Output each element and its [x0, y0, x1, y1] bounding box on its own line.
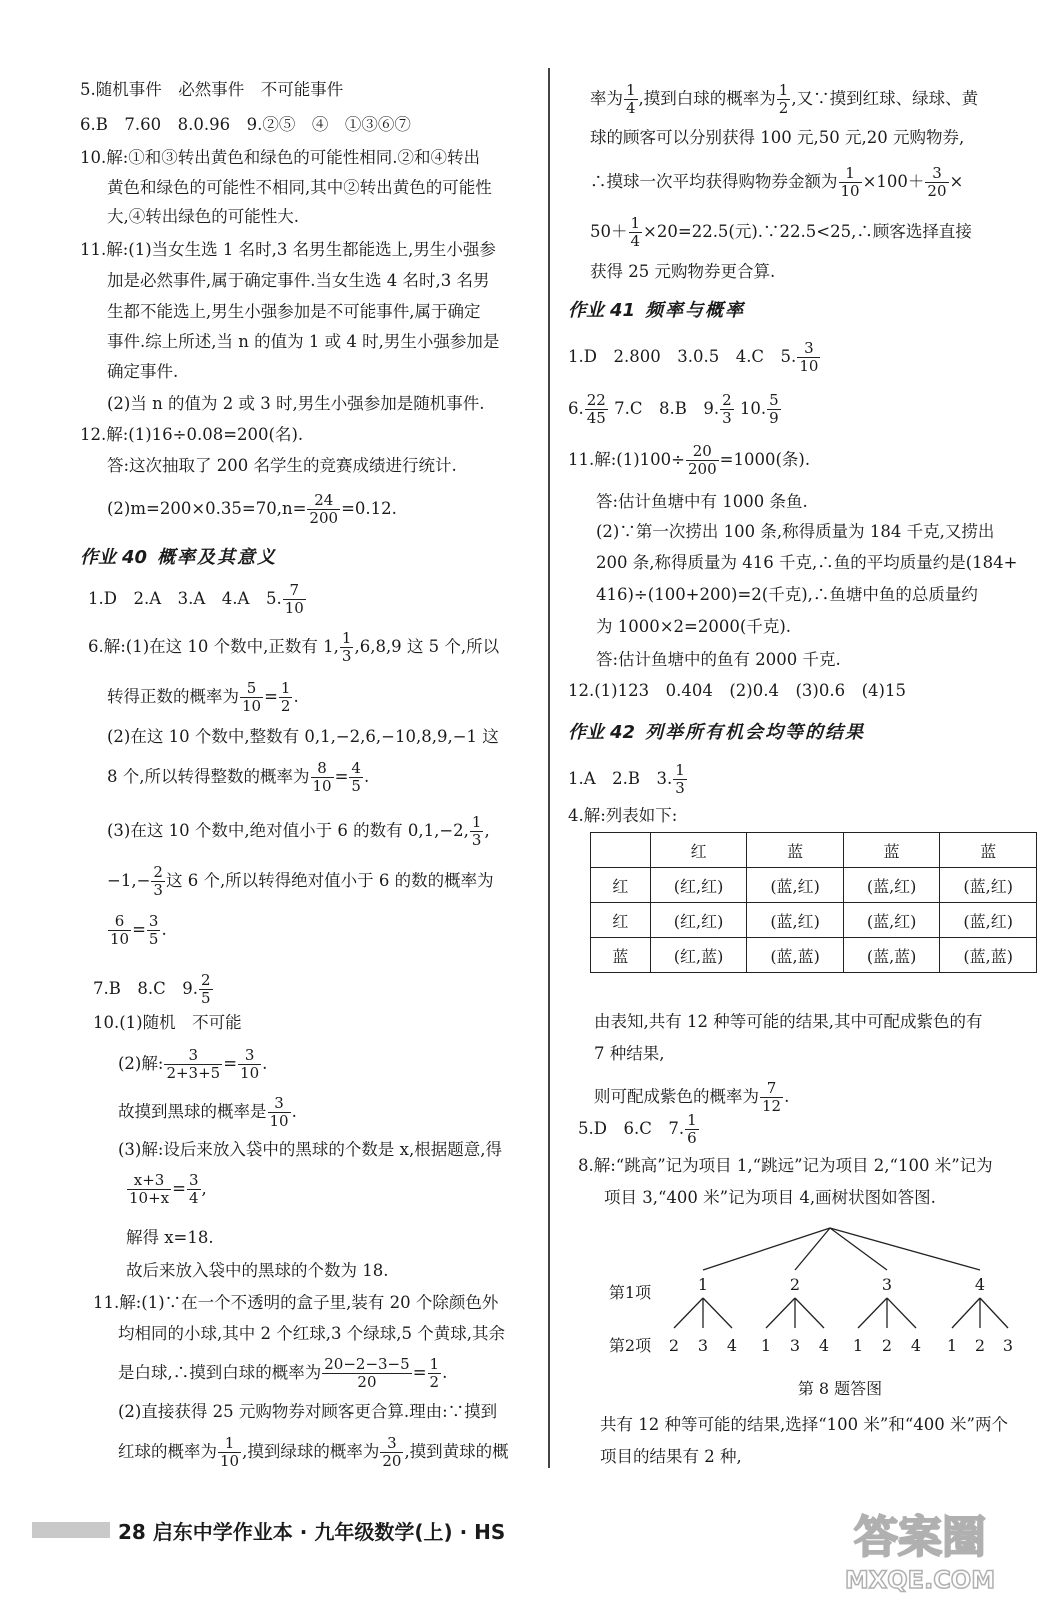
answer-line: 7 种结果, [594, 1044, 665, 1063]
fraction: $\frac{1}{4}$ [626, 81, 636, 117]
answer-line: 加是必然事件,属于确定事件.当女生选 4 名时,3 名男 [107, 271, 490, 290]
footer-bar [32, 1522, 110, 1538]
table-cell: (蓝,红) [747, 903, 844, 938]
answer-line: 8.解:“跳高”记为项目 1,“跳远”记为项目 2,“100 米”记为 [578, 1156, 993, 1175]
watermark-url: MXQE.COM [844, 1566, 996, 1594]
answer-line: (2)直接获得 25 元购物券对顾客更合算.理由:∵摸到 [118, 1402, 498, 1421]
table-cell: 蓝 [747, 833, 844, 868]
fraction: $\frac{2}{3}$ [722, 391, 732, 427]
fraction: $\frac{5}{9}$ [769, 391, 779, 427]
fraction: $\frac{3}{2+3+5}$ [166, 1046, 221, 1082]
tree-node: 1 [697, 1275, 709, 1294]
answer-line: 转得正数的概率为 $\frac{5}{10}$ = $\frac{1}{2}$ . [107, 679, 299, 715]
table-cell [591, 833, 651, 868]
column-divider [548, 68, 550, 1468]
fraction: $\frac{1}{2}$ [280, 679, 291, 715]
answer-line: (3)在这 10 个数中,绝对值小于 6 的数有 0,1,−2, $\frac{1}{3}$ , [107, 813, 490, 849]
answer-line: 项目 3,“400 米”记为项目 4,画树状图如答图. [604, 1188, 936, 1207]
table-cell: (蓝,红) [843, 868, 940, 903]
tree-leaf: 4 [910, 1336, 922, 1355]
answer-line: 是白球,∴摸到白球的概率为 $\frac{20-2-3-5}{20}$ = $\frac{1}{2}$ . [118, 1355, 448, 1391]
answer-line: 由表知,共有 12 种等可能的结果,其中可配成紫色的有 [594, 1012, 983, 1031]
tree-leaf: 1 [852, 1336, 864, 1355]
answer-line: 故后来放入袋中的黑球的个数为 18. [126, 1261, 389, 1280]
answer-line: 10.解:①和③转出黄色和绿色的可能性相同.②和④转出 [80, 148, 481, 167]
fraction: $\frac{20-2-3-5}{20}$ [324, 1355, 410, 1391]
fraction: $\frac{1}{4}$ [630, 214, 641, 250]
table-cell: (蓝,红) [843, 903, 940, 938]
answer-line: ∴摸球一次平均获得购物券金额为 $\frac{1}{10}$ ×100＋ $\frac{3}{20}$ × [590, 164, 964, 200]
fraction: $\frac{4}{5}$ [351, 759, 361, 795]
answer-line: 则可配成紫色的概率为 $\frac{7}{12}$ . [594, 1079, 790, 1115]
table-cell: (蓝,蓝) [843, 938, 940, 973]
fraction: $\frac{2}{3}$ [153, 863, 163, 899]
table-cell: 红 [650, 833, 747, 868]
tree-leaf: 3 [789, 1336, 801, 1355]
fraction: $\frac{7}{10}$ [284, 581, 304, 617]
fraction: $\frac{1}{10}$ [840, 164, 860, 200]
answer-line: 200 条,称得质量为 416 千克,∴鱼的平均质量约是(184+ [596, 553, 1018, 572]
tree-node: 2 [789, 1275, 801, 1294]
fraction: $\frac{22}{45}$ [586, 391, 606, 427]
fraction: $\frac{1}{6}$ [687, 1111, 697, 1147]
fraction: $\frac{1}{3}$ [675, 761, 685, 797]
answer-line: (2)当 n 的值为 2 或 3 时,男生小强参加是随机事件. [107, 394, 485, 413]
answer-line: 1.A 2.B 3. $\frac{1}{3}$ [568, 761, 685, 797]
answer-line: 1.D 2.800 3.0.5 4.C 5. $\frac{3}{10}$ [568, 339, 819, 375]
answer-line: 红球的概率为 $\frac{1}{10}$ ,摸到绿球的概率为 $\frac{3}{20}$ ,摸到黄球的概 [118, 1434, 509, 1470]
answer-line: (2)在这 10 个数中,整数有 0,1,−2,6,−10,8,9,−1 这 [107, 727, 499, 746]
fraction: $\frac{3}{4}$ [188, 1171, 199, 1207]
table-cell: (蓝,红) [940, 903, 1037, 938]
tree-leaf: 1 [760, 1336, 772, 1355]
section-heading-42: 作业 42 列举所有机会均等的结果 [568, 722, 866, 743]
table-cell: (红,红) [650, 903, 747, 938]
answer-line: (3)解:设后来放入袋中的黑球的个数是 x,根据题意,得 [118, 1140, 502, 1159]
answer-line: $\frac{x+3}{10+x}$ = $\frac{3}{4}$ , [129, 1171, 207, 1207]
book-title: 启东中学作业本 · 九年级数学(上) · HS [152, 1520, 506, 1544]
answer-line: 确定事件. [107, 362, 179, 381]
tree-node: 3 [881, 1275, 893, 1294]
table-cell: (红,红) [650, 868, 747, 903]
tree-node: 4 [974, 1275, 986, 1294]
answer-line: 6. $\frac{22}{45}$ 7.C 8.B 9. $\frac{2}{3}$ 10. $\frac{5}{9}$ [568, 391, 779, 427]
answer-line: 为 1000×2=2000(千克). [596, 617, 791, 636]
answer-line: 5.随机事件 必然事件 不可能事件 [80, 80, 344, 99]
fraction: $\frac{5}{10}$ [242, 679, 262, 715]
answer-line: 1.D 2.A 3.A 4.A 5. $\frac{7}{10}$ [88, 581, 304, 617]
tree-leaf: 4 [726, 1336, 738, 1355]
answer-line: 7.B 8.C 9. $\frac{2}{5}$ [93, 971, 211, 1007]
answer-line: 共有 12 种等可能的结果,选择“100 米”和“400 米”两个 [600, 1415, 1008, 1434]
section-heading-41: 作业 41 频率与概率 [568, 300, 746, 321]
tree-caption: 第 8 题答图 [797, 1379, 883, 1398]
fraction: $\frac{24}{200}$ [309, 491, 339, 527]
answer-line: 11.解:(1)当女生选 1 名时,3 名男生都能选上,男生小强参 [80, 240, 496, 259]
answer-line: 球的顾客可以分别获得 100 元,50 元,20 元购物券, [590, 128, 965, 147]
answer-line: 12.解:(1)16÷0.08=200(名). [80, 425, 304, 444]
answer-line: 8 个,所以转得整数的概率为 $\frac{8}{10}$ = $\frac{4}{5}$ . [107, 759, 370, 795]
table-cell: (蓝,红) [747, 868, 844, 903]
table-cell: 红 [591, 868, 651, 903]
answer-line: 获得 25 元购物券更合算. [590, 262, 776, 281]
table-row [591, 868, 1037, 903]
answer-line: 大,④转出绿色的可能性大. [107, 207, 299, 226]
table-cell: 蓝 [940, 833, 1037, 868]
answer-line: 均相同的小球,其中 2 个红球,3 个绿球,5 个黄球,其余 [118, 1324, 505, 1343]
fraction: $\frac{2}{5}$ [200, 971, 211, 1007]
fraction: $\frac{20}{200}$ [688, 442, 717, 478]
table-row [591, 833, 1037, 868]
tree-row-label: 第1项 [608, 1283, 652, 1302]
fraction: $\frac{1}{2}$ [778, 81, 789, 117]
answer-line: 5.D 6.C 7. $\frac{1}{6}$ [578, 1111, 697, 1147]
table-row [591, 938, 1037, 973]
fraction: $\frac{1}{3}$ [341, 629, 352, 665]
outcome-table [590, 832, 1037, 973]
answer-line: 6.B 7.60 8.0.96 9.②⑤ ④ ①③⑥⑦ [80, 115, 411, 134]
fraction: $\frac{3}{10}$ [269, 1094, 289, 1130]
answer-line: 6.解:(1)在这 10 个数中,正数有 1, $\frac{1}{3}$ ,6,8,9 这 5 个,所以 [88, 629, 500, 665]
answer-line: 生都不能选上,男生小强参加是不可能事件,属于确定 [107, 302, 481, 321]
fraction: $\frac{7}{12}$ [762, 1079, 782, 1115]
fraction: $\frac{3}{10}$ [240, 1046, 260, 1082]
answer-line: 4.解:列表如下: [568, 806, 678, 825]
tree-leaf: 2 [974, 1336, 986, 1355]
page-number: 28 [118, 1520, 146, 1544]
table-cell: 蓝 [591, 938, 651, 973]
fraction: $\frac{6}{10}$ [110, 912, 130, 948]
tree-leaf: 3 [1002, 1336, 1014, 1355]
table-cell: (蓝,蓝) [940, 938, 1037, 973]
answer-line: 事件.综上所述,当 n 的值为 1 或 4 时,男生小强参加是 [107, 332, 500, 351]
table-cell: (蓝,红) [940, 868, 1037, 903]
fraction: $\frac{1}{2}$ [429, 1355, 440, 1391]
footer-text [118, 1516, 505, 1545]
tree-leaf: 1 [946, 1336, 958, 1355]
answer-line: 11.解:(1)100÷ $\frac{20}{200}$ =1000(条). [568, 442, 811, 478]
fraction: $\frac{1}{3}$ [471, 813, 482, 849]
answer-line: 项目的结果有 2 种, [600, 1447, 742, 1466]
answer-line: 416)÷(100+200)=2(千克),∴鱼塘中鱼的总质量约 [596, 585, 978, 604]
answer-line: 10.(1)随机 不可能 [93, 1013, 242, 1032]
table-cell: (蓝,蓝) [747, 938, 844, 973]
tree-diagram [600, 1218, 1037, 1408]
fraction: $\frac{8}{10}$ [312, 759, 332, 795]
answer-line: −1,− $\frac{2}{3}$ 这 6 个,所以转得绝对值小于 6 的数的概率为 [107, 863, 494, 899]
page-footer [0, 1500, 1037, 1600]
table-cell: 红 [591, 903, 651, 938]
answer-line: 50＋ $\frac{1}{4}$ ×20=22.5(元).∵22.5<25,∴顾客选择直接 [590, 214, 972, 250]
answer-line: 11.解:(1)∵在一个不透明的盒子里,装有 20 个除颜色外 [93, 1293, 499, 1312]
fraction: $\frac{3}{20}$ [382, 1434, 402, 1470]
answer-line: 答:估计鱼塘中的鱼有 2000 千克. [596, 650, 841, 669]
fraction: $\frac{x+3}{10+x}$ [129, 1171, 170, 1207]
tree-leaf: 4 [818, 1336, 830, 1355]
answer-line: 故摸到黑球的概率是 $\frac{3}{10}$ . [118, 1094, 297, 1130]
answer-line: (2)解: $\frac{3}{2+3+5}$ = $\frac{3}{10}$ . [118, 1046, 268, 1082]
fraction: $\frac{1}{10}$ [220, 1434, 240, 1470]
answer-line: (2)m=200×0.35=70,n= $\frac{24}{200}$ =0.12. [107, 491, 397, 527]
answer-line: 解得 x=18. [126, 1228, 214, 1247]
answer-line: 12.(1)123 0.404 (2)0.4 (3)0.6 (4)15 [568, 681, 906, 700]
table-row [591, 903, 1037, 938]
answer-line: 答:估计鱼塘中有 1000 条鱼. [596, 492, 808, 511]
fraction: $\frac{3}{20}$ [927, 164, 947, 200]
fraction: $\frac{3}{10}$ [799, 339, 819, 375]
answer-line: $\frac{6}{10}$ = $\frac{3}{5}$ . [110, 912, 167, 948]
tree-leaf: 2 [668, 1336, 680, 1355]
table-cell: 蓝 [843, 833, 940, 868]
watermark-text: 答案圈 [854, 1512, 986, 1563]
watermark-logo [810, 1500, 1030, 1596]
answer-line: 率为 $\frac{1}{4}$ ,摸到白球的概率为 $\frac{1}{2}$ ,又∵摸到红球、绿球、黄 [590, 81, 979, 117]
table-cell: (红,蓝) [650, 938, 747, 973]
tree-leaf: 2 [881, 1336, 893, 1355]
answer-line: 黄色和绿色的可能性不相同,其中②转出黄色的可能性 [107, 178, 492, 197]
answer-line: (2)∵第一次捞出 100 条,称得质量为 184 千克,又捞出 [596, 522, 995, 541]
tree-leaf: 3 [697, 1336, 709, 1355]
answer-line: 答:这次抽取了 200 名学生的竞赛成绩进行统计. [107, 456, 457, 475]
section-heading-40: 作业 40 概率及其意义 [80, 547, 278, 568]
fraction: $\frac{3}{5}$ [148, 912, 159, 948]
tree-row-label: 第2项 [608, 1336, 652, 1355]
